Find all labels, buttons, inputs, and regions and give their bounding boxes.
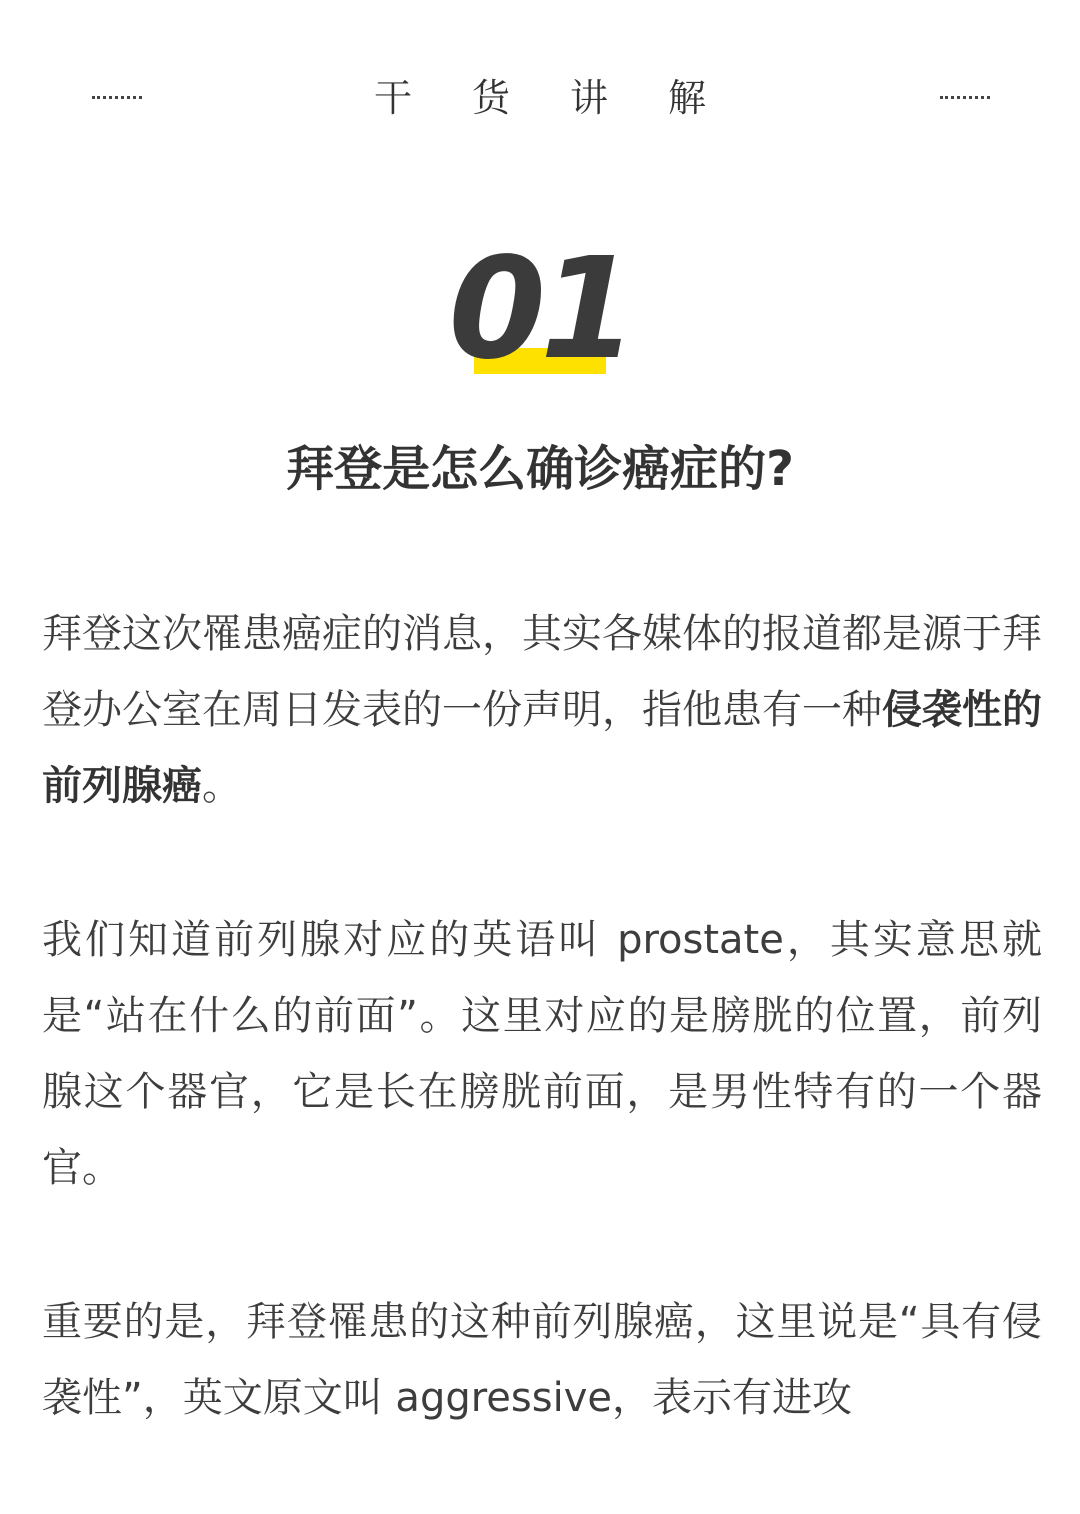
- dotted-divider-right: [940, 96, 990, 99]
- article-body: [42, 596, 1042, 1514]
- paragraph-1-emphasis: 侵袭性的前列腺癌: [42, 687, 1042, 809]
- section-label: 干货讲解: [373, 76, 766, 120]
- section-title: 拜登是怎么确诊癌症的?: [286, 441, 794, 497]
- paragraph-2: 我们知道前列腺对应的英语叫 prostate，其实意思就是“站在什么的前面”。这里对应的是膀胱的位置，前列腺这个器官，它是长在膀胱前面，是男性特有的一个器官。: [42, 917, 1042, 1191]
- section-number: 01: [448, 228, 632, 391]
- paragraph-1: [42, 596, 1042, 824]
- section-number-block: [0, 228, 1080, 391]
- paragraph-1-tail: 。: [202, 763, 242, 809]
- section-header: [0, 0, 1080, 200]
- paragraph-3: 重要的是，拜登罹患的这种前列腺癌，这里说是“具有侵袭性”，英文原文叫 aggressive，表示有进攻: [42, 1299, 1042, 1421]
- paragraph-1-text: 拜登这次罹患癌症的消息，其实各媒体的报道都是源于拜登办公室在周日发表的一份声明，指他患有一种: [42, 611, 1042, 733]
